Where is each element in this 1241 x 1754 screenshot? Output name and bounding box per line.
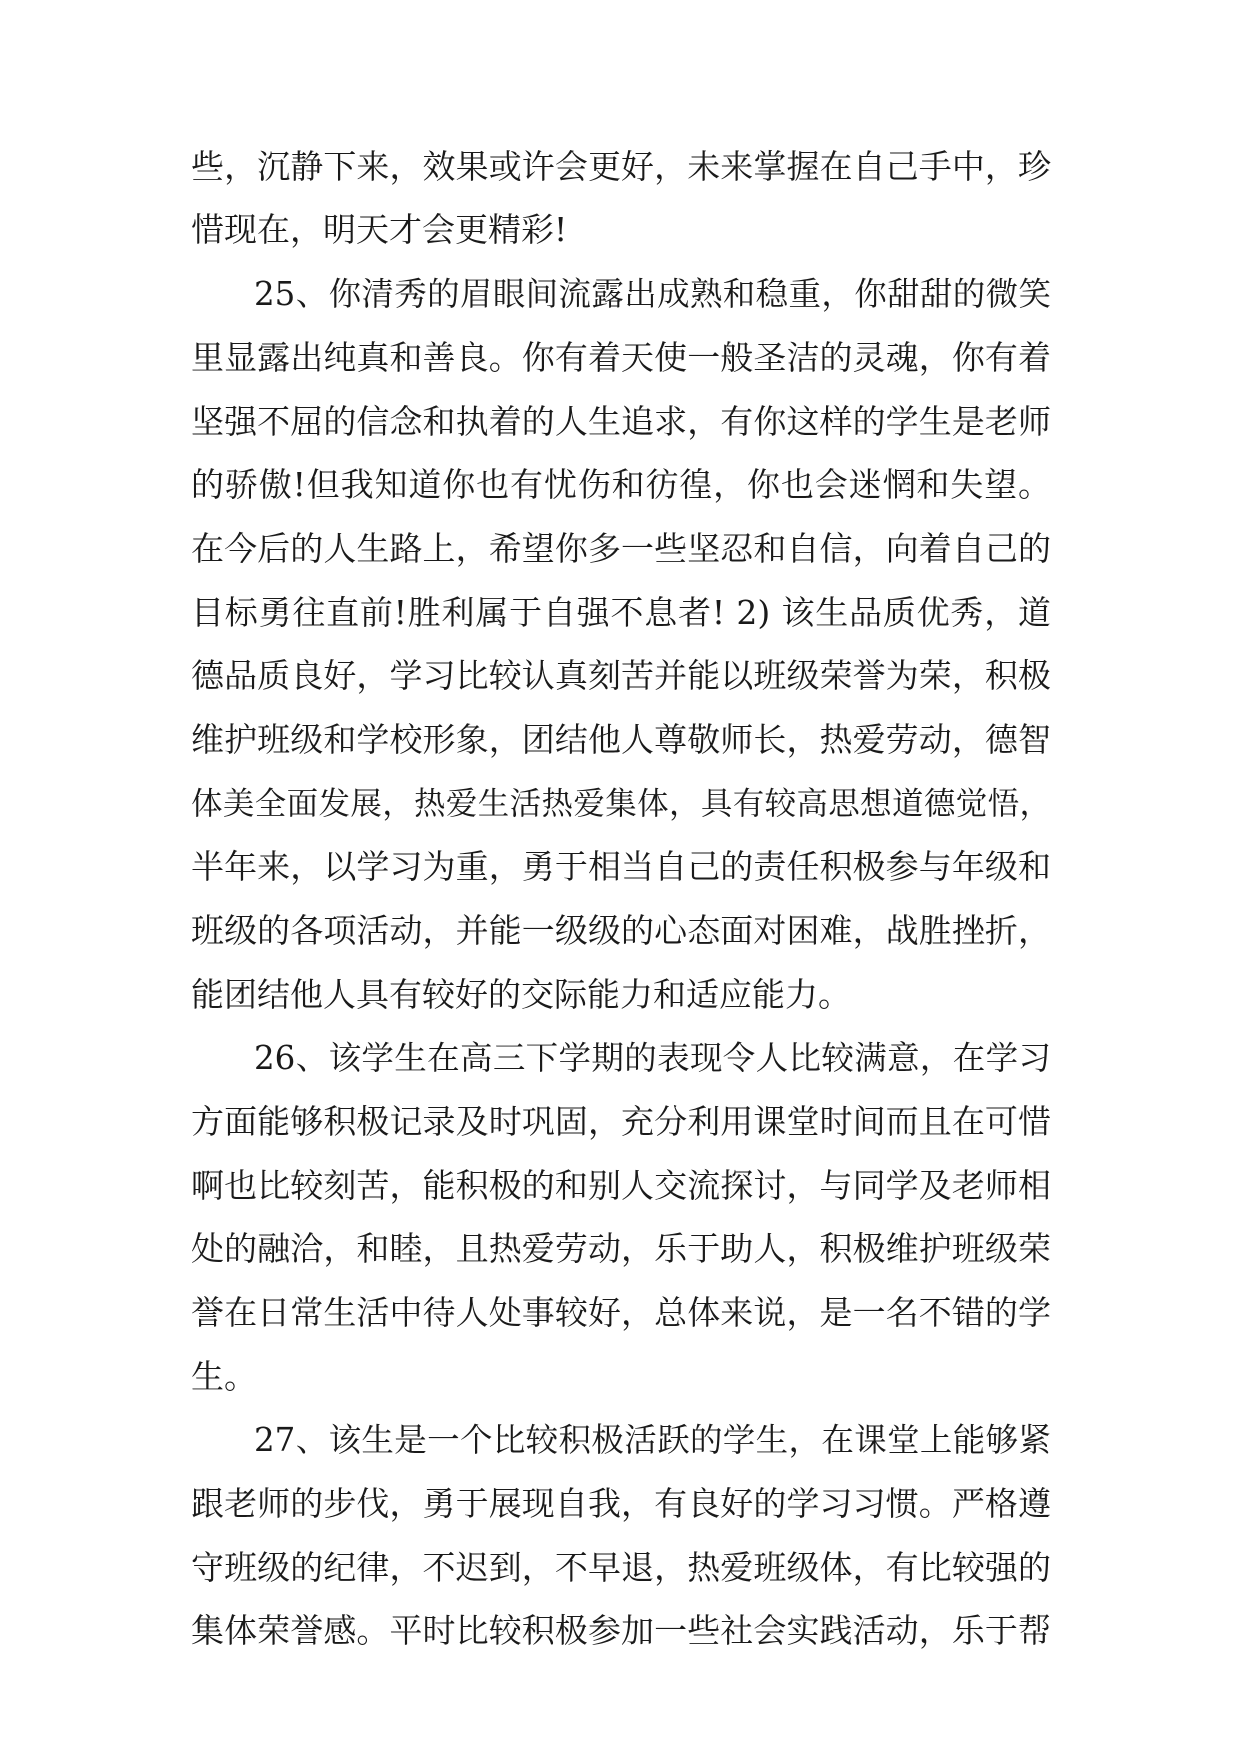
text-line: 里显露出纯真和善良。你有着天使一般圣洁的灵魂，你有着 bbox=[191, 338, 1051, 377]
text-line: 坚强不屈的信念和执着的人生追求，有你这样的学生是老师 bbox=[191, 402, 1051, 441]
text-line: 德品质良好，学习比较认真刻苦并能以班级荣誉为荣，积极 bbox=[191, 656, 1051, 695]
text-line: 惜现在，明天才会更精彩! bbox=[191, 210, 568, 249]
text-line: 方面能够积极记录及时巩固，充分利用课堂时间而且在可惜 bbox=[191, 1102, 1051, 1141]
text-line: 集体荣誉感。平时比较积极参加一些社会实践活动，乐于帮 bbox=[191, 1611, 1051, 1650]
text-line: 半年来，以学习为重，勇于相当自己的责任积极参与年级和 bbox=[191, 847, 1051, 886]
text-line: 的骄傲!但我知道你也有忧伤和彷徨，你也会迷惘和失望。 bbox=[191, 465, 1051, 504]
paragraph-start-line: 25、你清秀的眉眼间流露出成熟和稳重，你甜甜的微笑 bbox=[254, 275, 1051, 313]
text-line: 体美全面发展，热爱生活热爱集体，具有较高思想道德觉悟， bbox=[191, 786, 1051, 822]
paragraph-start-line: 27、该生是一个比较积极活跃的学生，在课堂上能够紧 bbox=[254, 1421, 1051, 1459]
paragraph-start-line: 26、该学生在高三下学期的表现令人比较满意，在学习 bbox=[254, 1039, 1051, 1077]
text-line: 生。 bbox=[191, 1357, 257, 1396]
text-line: 守班级的纪律，不迟到，不早退，热爱班级体，有比较强的 bbox=[191, 1548, 1051, 1587]
text-line: 维护班级和学校形象，团结他人尊敬师长，热爱劳动，德智 bbox=[191, 720, 1051, 759]
text-line: 些，沉静下来，效果或许会更好，未来掌握在自己手中，珍 bbox=[191, 147, 1051, 186]
text-line: 誉在日常生活中待人处事较好，总体来说，是一名不错的学 bbox=[191, 1293, 1051, 1332]
text-line: 处的融洽，和睦，且热爱劳动，乐于助人，积极维护班级荣 bbox=[191, 1229, 1051, 1268]
text-line: 在今后的人生路上，希望你多一些坚忍和自信，向着自己的 bbox=[191, 529, 1051, 568]
text-line: 啊也比较刻苦，能积极的和别人交流探讨，与同学及老师相 bbox=[191, 1166, 1051, 1205]
text-line: 能团结他人具有较好的交际能力和适应能力。 bbox=[191, 975, 851, 1014]
text-line: 跟老师的步伐，勇于展现自我，有良好的学习习惯。严格遵 bbox=[191, 1484, 1051, 1523]
text-line: 班级的各项活动，并能一级级的心态面对困难，战胜挫折， bbox=[191, 911, 1051, 950]
text-line: 目标勇往直前!胜利属于自强不息者! 2) 该生品质优秀，道 bbox=[191, 593, 1051, 632]
